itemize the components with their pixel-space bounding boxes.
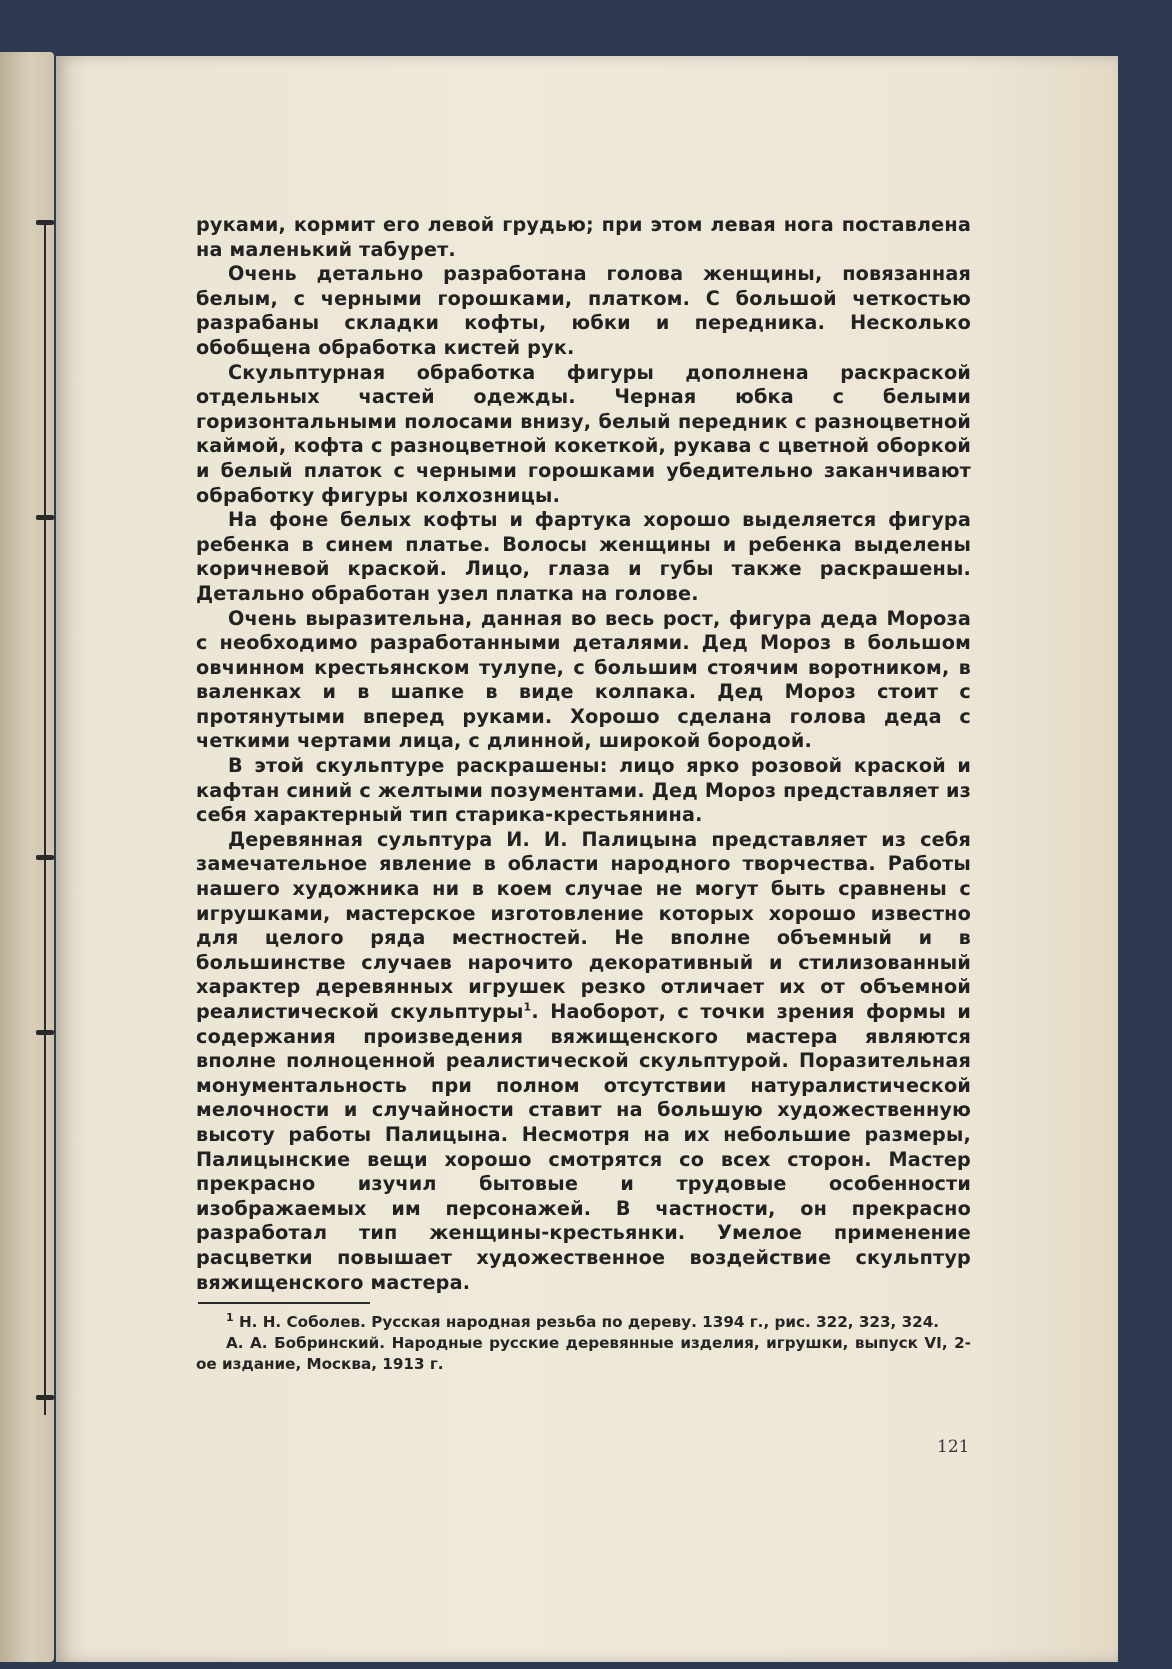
paragraph-text: . Наоборот, с точки зрения формы и содержания произведения вяжищенского мастера являются вполне полноценной реалистической скульптурой. Поразительная монументальность при полном отсутствии натуралистической мелочности и случайности ставит на большую художественную высоту работы Палицына. Несмотря на их небольшие размеры, Палицынские вещи хорошо смотрятся со всех сторон. Мастер прекрасно изучил бытовые и трудовые особенности изображаемых им персонажей. В частности, он прекрасно разработал тип женщины-крестьянки. Умелое применение расцветки повышает художественное воздействие скульптур вяжищенского мастера. [196,1000,971,1294]
footnote-text: Н. Н. Соболев. Русская народная резьба по дереву. 1394 г., рис. 322, 323, 324. [238,1313,940,1331]
paragraph-text: Деревянная сульптура И. И. Палицына представляет из себя замечательное явление в области народного творчества. Работы нашего художника ни в коем случае не могут быть сравнены с игрушками, мастерское изготовление которых хорошо известно для целого ряда местностей. Не вполне объемный и в большинстве случаев нарочито декоративный и стилизованный характер деревянных игрушек резко отличает их от объемной реалистической скульптуры [196,827,971,1023]
binding-stitch [36,220,54,225]
footnote-mark: 1 [226,1310,234,1324]
paragraph: Очень детально разработана голова женщины, повязанная белым, с черными горошками, платком. С большой четкостью разрабаны складки кофты, юбки и передника. Несколько обобщена обработка кистей рук. [196,262,971,359]
paragraph: На фоне белых кофты и фартука хорошо выделяется фигура ребенка в синем платье. Волосы женщины и ребенка выделены коричневой краской. Лицо, глаза и губы также раскрашены. Детально обработан узел платка на голове. [196,508,971,605]
footnote [196,1312,971,1333]
main-text [196,213,971,1295]
paragraph: Очень выразительна, данная во весь рост, фигура деда Мороза с необходимо разработанными деталями. Дед Мороз в большом овчинном крестьянском тулупе, с большим стоячим воротником, в валенках и в шапке в виде колпака. Дед Мороз стоит с протянутыми вперед руками. Хорошо сделана голова деда с четкими чертами лица, с длинной, широкой бородой. [196,606,971,753]
binding-stitch [36,515,54,520]
binding-stitch [36,1030,54,1035]
page-number: 121 [937,1437,970,1457]
footnote-divider [198,1302,370,1304]
footnotes [196,1312,971,1375]
spine-binding [44,225,52,1415]
footnote-ref[interactable]: 1 [523,1000,532,1014]
paragraph: руками, кормит его левой грудью; при этом левая нога поставлена на маленький табурет. [196,213,971,261]
paragraph [196,828,971,1295]
paragraph: В этой скульптуре раскрашены: лицо ярко розовой краской и кафтан синий с желтыми позументами. Дед Мороз представляет из себя характерный тип старика-крестьянина. [196,754,971,827]
binding-stitch [36,855,54,860]
paragraph: Скульптурная обработка фигуры дополнена раскраской отдельных частей одежды. Черная юбка с белыми горизонтальными полосами внизу, белый передник с разноцветной каймой, кофта с разноцветной кокеткой, рукава с цветной оборкой и белый платок с черными горошками убедительно заканчивают обработку фигуры колхозницы. [196,360,971,507]
binding-stitch [36,1395,54,1400]
footnote: А. А. Бобринский. Народные русские деревянные изделия, игрушки, выпуск VI, 2-ое издание, Москва, 1913 г. [196,1334,971,1373]
